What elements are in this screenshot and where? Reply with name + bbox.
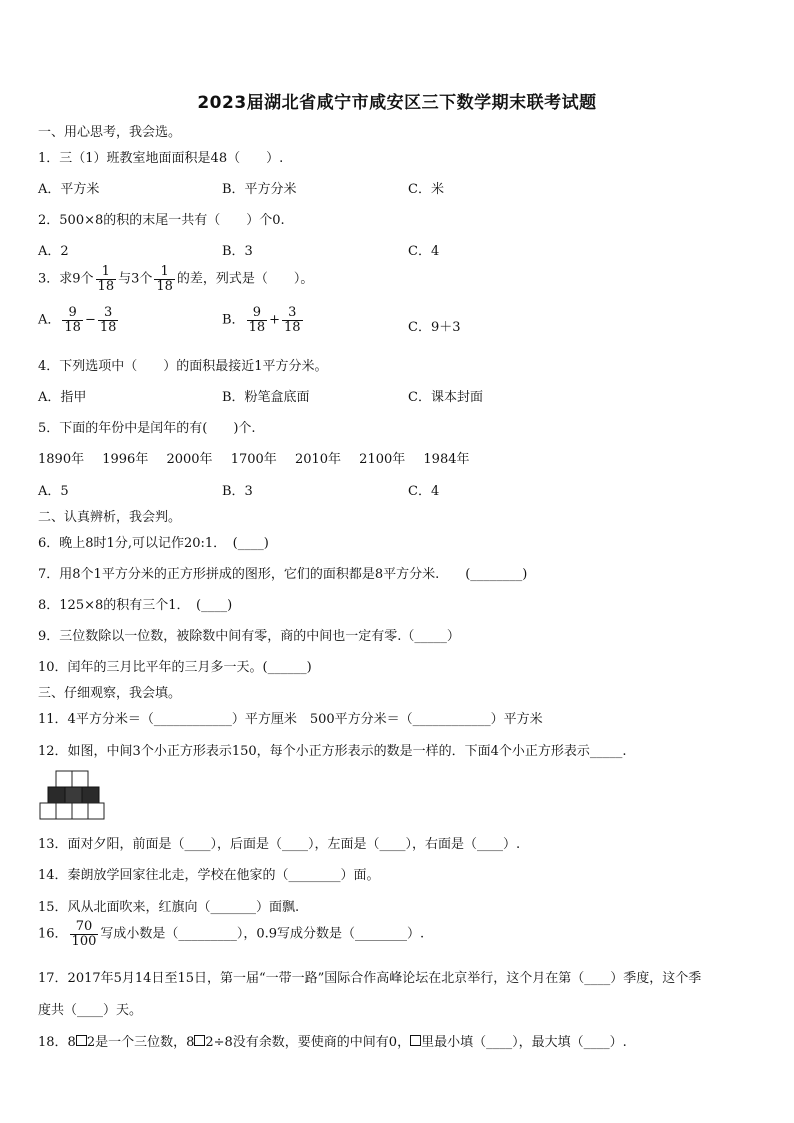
q1-option-a[interactable]: A．平方米 [38, 182, 100, 197]
q3-b-frac-1 [247, 306, 268, 334]
q5-year: 2100年 [359, 452, 406, 467]
top-square [56, 771, 72, 787]
section-3-heading: 三、仔细观察，我会填。 [38, 686, 182, 701]
q7-text: 7．用8个1平方分米的正方形拼成的图形，它们的面积都是8平方分米. (________) [38, 567, 528, 582]
q16-text [38, 920, 424, 948]
bottom-square [56, 803, 72, 819]
q18-text-part: 2是一个三位数，8 [86, 1035, 195, 1050]
q3-option-b[interactable] [222, 306, 305, 334]
top-square [72, 771, 88, 787]
q3-b-num-2: 3 [282, 306, 303, 321]
q3-text-post: 的差，列式是（ ）。 [176, 271, 314, 287]
q8-text: 8．125×8的积有三个1． (____) [38, 598, 233, 613]
q3-a-num-2: 3 [98, 306, 119, 321]
q18-text-part: 里最小填（____），最大填（____）. [421, 1035, 627, 1050]
q10-text: 10．闰年的三月比平年的三月多一天。(______) [38, 660, 312, 675]
q5-year: 2010年 [294, 452, 342, 467]
q3-f1-denominator: 18 [97, 278, 115, 294]
square-pyramid-figure [38, 769, 108, 821]
section-1-heading: 一、用心思考，我会选。 [38, 125, 182, 140]
q3-a-frac-1 [62, 306, 83, 334]
q2-option-c[interactable]: C．4 [408, 244, 440, 259]
q5-text: 5．下面的年份中是闰年的有( )个. [38, 421, 256, 436]
q3-a-operator: − [84, 312, 96, 328]
q4-option-c[interactable]: C．课本封面 [408, 390, 483, 405]
q3-fraction-1 [96, 265, 117, 293]
q16-denominator: 100 [71, 933, 97, 949]
q2-option-b[interactable]: B．3 [222, 244, 253, 259]
q5-year: 2000年 [166, 452, 213, 467]
q3-f2-denominator: 18 [156, 278, 173, 294]
q5-year: 1996年 [102, 452, 149, 467]
q9-text: 9．三位数除以一位数，被除数中间有零，商的中间也一定有零.（_____） [38, 629, 460, 644]
q5-option-a[interactable]: A．5 [38, 484, 69, 499]
q2-option-a[interactable]: A．2 [38, 244, 69, 259]
q4-text: 4．下列选项中（ ）的面积最接近1平方分米。 [38, 359, 328, 374]
q18-text-part: 2÷8没有余数，要使商的中间有0， [205, 1035, 411, 1050]
q3-a-label: A． [38, 312, 61, 328]
q12-text: 12．如图，中间3个小正方形表示150，每个小正方形表示的数是一样的．下面4个小正方形表示_____. [38, 744, 627, 759]
q3-b-den-2: 18 [284, 319, 301, 335]
q3-f1-numerator: 1 [96, 265, 117, 280]
q3-b-num-1: 9 [247, 306, 268, 321]
q15-text: 15．风从北面吹来，红旗向（_______）面飘. [38, 900, 300, 915]
q16-text-post: 写成小数是（_________），0.9写成分数是（________）. [100, 926, 425, 942]
q17-text-line2: 度共（____）天。 [38, 1003, 143, 1018]
q18-text-part: 18．8 [38, 1035, 76, 1050]
q5-year: 1890年 [38, 452, 85, 467]
q1-option-c[interactable]: C．米 [408, 182, 444, 197]
q3-text-mid: 与3个 [118, 271, 153, 287]
q3-b-frac-2 [282, 306, 303, 334]
middle-square [65, 787, 82, 803]
q16-numerator: 70 [70, 920, 99, 935]
q3-a-den-1: 18 [64, 319, 81, 335]
q14-text: 14．秦朗放学回家往北走，学校在他家的（________）面。 [38, 868, 380, 883]
q11-text: 11．4平方分米＝（____________）平方厘米 500平方分米＝（____________）平方米 [38, 712, 543, 727]
q5-years [38, 448, 484, 467]
q16-fraction [70, 920, 99, 948]
middle-square [48, 787, 65, 803]
q5-year: 1984年 [423, 452, 470, 467]
q1-text: 1．三（1）班教室地面面积是48（ ）. [38, 151, 284, 166]
q6-text: 6．晚上8时1分,可以记作20:1． (____) [38, 536, 269, 551]
middle-square [82, 787, 99, 803]
q5-option-b[interactable]: B．3 [222, 484, 253, 499]
q17-text-line1: 17．2017年5月14日至15日，第一届“一带一路”国际合作高峰论坛在北京举行，这个月在第（____）季度，这个季 [38, 971, 702, 986]
q18-text [38, 1031, 627, 1050]
q3-a-num-1: 9 [62, 306, 83, 321]
blank-square-icon [76, 1035, 87, 1046]
q3-b-operator: + [269, 312, 281, 328]
section-2-heading: 二、认真辨析，我会判。 [38, 510, 182, 525]
q3-text [38, 265, 313, 293]
q4-option-b[interactable]: B．粉笔盒底面 [222, 390, 310, 405]
q1-option-b[interactable]: B．平方分米 [222, 182, 297, 197]
bottom-square [72, 803, 88, 819]
bottom-square [40, 803, 56, 819]
q5-year: 1700年 [230, 452, 277, 467]
q2-text: 2．500×8的积的末尾一共有（ ）个0. [38, 213, 285, 228]
q16-number: 16． [38, 926, 68, 942]
q3-text-pre: 3．求9个 [38, 271, 94, 287]
q3-b-den-1: 18 [248, 319, 266, 335]
blank-square-icon [194, 1035, 205, 1046]
page-title: 2023届湖北省咸宁市咸安区三下数学期末联考试题 [197, 93, 597, 113]
q13-text: 13．面对夕阳，前面是（____），后面是（____），左面是（____），右面是（____）. [38, 837, 521, 852]
q3-option-a[interactable] [38, 306, 120, 334]
bottom-square [88, 803, 104, 819]
q3-b-label: B． [222, 312, 245, 328]
q5-option-c[interactable]: C．4 [408, 484, 440, 499]
q3-f2-numerator: 1 [154, 265, 175, 280]
q4-option-a[interactable]: A．指甲 [38, 390, 87, 405]
q3-a-den-2: 18 [99, 319, 117, 335]
q3-option-c[interactable]: C．9＋3 [408, 320, 461, 335]
blank-square-icon [410, 1035, 421, 1046]
q3-fraction-2 [154, 265, 175, 293]
q3-a-frac-2 [98, 306, 119, 334]
